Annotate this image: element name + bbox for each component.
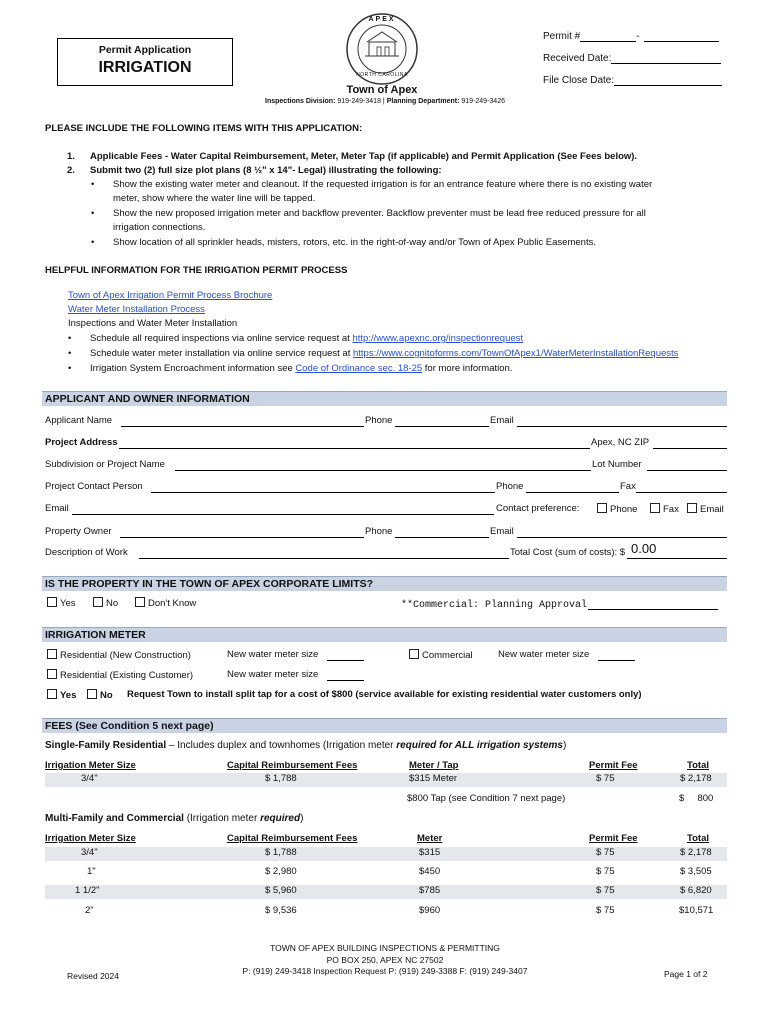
bullet-icon: •: [68, 348, 72, 359]
revised-date: Revised 2024: [67, 971, 119, 981]
contact-preference-label: Contact preference:: [496, 503, 580, 514]
helpful-bullet-2-text: Schedule water meter installation via online service request at: [90, 348, 353, 359]
file-close-date-label: File Close Date:: [543, 75, 615, 86]
ordinance-link[interactable]: Code of Ordinance sec. 18-25: [295, 363, 423, 374]
mf-desc-b: required: [260, 813, 301, 824]
meter-row-2: [45, 669, 727, 683]
mf-desc-a: (Irrigation meter: [183, 813, 261, 824]
mf-fee-row: [45, 905, 727, 919]
subdivision-input[interactable]: [175, 461, 591, 471]
apex-zip-label: Apex, NC ZIP: [591, 437, 650, 448]
mf-capital: $ 5,960: [265, 885, 297, 896]
owner-input[interactable]: [120, 528, 364, 538]
inspections-line: Inspections and Water Meter Installation: [68, 318, 238, 329]
permit-title-box: [57, 38, 233, 86]
residential-new-checkbox[interactable]: [47, 649, 191, 661]
include-bullet-2a: Show the new proposed irrigation meter and backflow preventer. Backflow preventer must be lead free reduced pressure for all: [113, 208, 646, 219]
irrigation-title: IRRIGATION: [98, 59, 192, 76]
applicant-owner-bar: APPLICANT AND OWNER INFORMATION: [42, 391, 727, 406]
mf-meter: $785: [419, 885, 441, 896]
town-name: Town of Apex: [346, 84, 418, 96]
description-label: Description of Work: [45, 547, 128, 558]
seal-bottom-text: NORTH CAROLINA: [356, 72, 408, 78]
limits-row: [45, 597, 727, 611]
pref-email-label: Email: [700, 504, 724, 515]
total-cost-value: 0.00: [631, 541, 657, 556]
new-meter-size-input-3[interactable]: [327, 671, 364, 681]
helpful-heading: HELPFUL INFORMATION FOR THE IRRIGATION PERMIT PROCESS: [45, 265, 348, 276]
mf-desc-c: ): [300, 813, 304, 824]
mf-col-permit: Permit Fee: [589, 833, 638, 844]
project-address-row: [45, 437, 727, 451]
mf-meter: $960: [419, 905, 441, 916]
pref-phone-checkbox[interactable]: [597, 503, 637, 515]
division-phone: 919-249-3418: [337, 98, 381, 105]
mf-size: 1": [87, 866, 96, 877]
mf-capital: $ 2,980: [265, 866, 297, 877]
commercial-checkbox[interactable]: [409, 649, 473, 661]
corporate-limits-bar: IS THE PROPERTY IN THE TOWN OF APEX CORPORATE LIMITS?: [42, 576, 727, 591]
split-tap-row: [45, 689, 727, 703]
seal-top-text: APEX: [368, 16, 396, 23]
permit-application-label: Permit Application: [98, 44, 192, 56]
fees-bar: FEES (See Condition 5 next page): [42, 718, 727, 733]
mf-fee-row: [45, 885, 727, 899]
item-1-number: 1.: [67, 151, 75, 162]
bullet-icon: •: [91, 237, 95, 248]
contact-phone-input[interactable]: [526, 483, 619, 493]
mf-total: $ 2,178: [680, 847, 712, 858]
meter-installation-link[interactable]: Water Meter Installation Process: [68, 304, 205, 315]
helpful-bullet-3: [90, 363, 512, 374]
sf-col-permit: Permit Fee: [589, 760, 638, 771]
split-tap-yes-checkbox[interactable]: [47, 689, 76, 701]
subdivision-row: [45, 459, 727, 473]
description-input[interactable]: [139, 549, 509, 559]
multi-family-title: Multi-Family and Commercial: [45, 813, 184, 824]
planning-phone: 919-249-3426: [461, 98, 505, 105]
limits-yes-checkbox[interactable]: [47, 597, 76, 609]
permit-number-field[interactable]: [543, 31, 719, 42]
inspection-request-link[interactable]: http://www.apexnc.org/inspectionrequest: [352, 333, 524, 344]
contact-fax-input[interactable]: [636, 483, 727, 493]
item-2-number: 2.: [67, 165, 75, 176]
subdivision-label: Subdivision or Project Name: [45, 459, 165, 470]
mf-fee-row: [45, 866, 727, 880]
mf-total: $10,571: [679, 905, 714, 916]
sf-col-capital: Capital Reimbursement Fees: [227, 760, 358, 771]
planning-approval-input[interactable]: [588, 600, 718, 610]
lot-number-label: Lot Number: [592, 459, 642, 470]
limits-no-label: No: [106, 598, 119, 609]
item-2-text: Submit two (2) full size plot plans (8 ½" x 14"- Legal) illustrating the following:: [90, 165, 442, 176]
contact-person-input[interactable]: [151, 483, 495, 493]
applicant-phone-input[interactable]: [395, 417, 489, 427]
single-family-heading: [45, 740, 566, 751]
contact-fax-label: Fax: [620, 481, 636, 492]
sf-tap-text: $800 Tap (see Condition 7 next page): [407, 793, 566, 804]
helpful-bullet-1-text: Schedule all required inspections via online service request at: [90, 333, 353, 344]
division-label: Inspections Division:: [265, 98, 336, 105]
sf-tap-total: $ 800: [679, 793, 714, 804]
pref-email-checkbox[interactable]: [687, 503, 724, 515]
contact-phone-label: Phone: [496, 481, 524, 492]
owner-label: Property Owner: [45, 526, 112, 537]
split-tap-yes-label: Yes: [60, 690, 77, 701]
mf-fee-row: [45, 847, 727, 861]
pref-fax-label: Fax: [663, 504, 679, 515]
sf-header-row: [45, 760, 727, 774]
received-date-label: Received Date:: [543, 53, 612, 64]
page-number: Page 1 of 2: [664, 969, 708, 979]
sf-col-total: Total: [687, 760, 709, 771]
sf-desc-a: – Includes duplex and townhomes (Irrigation meter: [166, 740, 397, 751]
town-seal: [345, 12, 419, 86]
sf-size: 3/4": [81, 773, 98, 784]
limits-no-checkbox[interactable]: [93, 597, 118, 609]
footer-line-3: P: (919) 249-3418 Inspection Request P: (919) 249-3388 F: (919) 249-3407: [242, 966, 528, 976]
project-address-label: Project Address: [45, 437, 118, 448]
include-bullet-2b: irrigation connections.: [113, 222, 206, 233]
bullet-icon: •: [91, 179, 95, 190]
mf-permit: $ 75: [596, 905, 615, 916]
description-row: [45, 541, 727, 561]
total-cost-label: Total Cost (sum of costs): $: [510, 547, 626, 558]
helpful-bullet-3-tail: for more information.: [422, 363, 513, 374]
mf-permit: $ 75: [596, 885, 615, 896]
owner-phone-label: Phone: [365, 526, 393, 537]
new-meter-size-label-1: New water meter size: [227, 649, 319, 660]
owner-email-input[interactable]: [517, 528, 727, 538]
applicant-email-label: Email: [490, 415, 514, 426]
mf-total: $ 3,505: [680, 866, 712, 877]
item-1-text: Applicable Fees - Water Capital Reimbursement, Meter, Meter Tap (if applicable) and Permit Application (See Fees below).: [90, 151, 638, 162]
sf-permit: $ 75: [596, 773, 615, 784]
bullet-icon: •: [91, 208, 95, 219]
mf-header-row: [45, 833, 727, 847]
helpful-bullet-2: [90, 348, 678, 359]
include-bullet-1b: meter, show where the water line will be tapped.: [113, 193, 316, 204]
limits-dont-know-label: Don't Know: [148, 598, 197, 609]
mf-col-capital: Capital Reimbursement Fees: [227, 833, 358, 844]
multi-family-heading: [45, 813, 303, 824]
mf-capital: $ 9,536: [265, 905, 297, 916]
separator: |: [382, 98, 385, 105]
sf-desc-b: required for ALL irrigation systems: [396, 740, 563, 751]
applicant-phone-label: Phone: [365, 415, 393, 426]
lot-number-input[interactable]: [647, 461, 727, 471]
sf-desc-c: ): [563, 740, 567, 751]
sf-meter: $315 Meter: [409, 773, 458, 784]
mf-col-meter: Meter: [417, 833, 443, 844]
meter-request-link[interactable]: https://www.cognitoforms.com/TownOfApex1/WaterMeterInstallationRequests: [352, 348, 679, 359]
received-date-field[interactable]: [543, 53, 721, 64]
sf-fee-row: [45, 773, 727, 787]
new-meter-size-input-1[interactable]: [327, 651, 364, 661]
owner-email-label: Email: [490, 526, 514, 537]
mf-meter: $315: [419, 847, 441, 858]
applicant-row: [45, 415, 727, 429]
contact-email-label: Email: [45, 503, 69, 514]
limits-dont-know-checkbox[interactable]: [135, 597, 196, 609]
mf-size: 1 1/2": [75, 885, 100, 896]
contact-person-row: [45, 481, 727, 495]
sf-col-meter-tap: Meter / Tap: [409, 760, 459, 771]
mf-col-size: Irrigation Meter Size: [45, 833, 136, 844]
new-meter-size-label-3: New water meter size: [227, 669, 319, 680]
owner-row: [45, 526, 727, 540]
pref-phone-label: Phone: [610, 504, 638, 515]
mf-col-total: Total: [687, 833, 709, 844]
limits-yes-label: Yes: [60, 598, 76, 609]
department-phones: [200, 98, 570, 105]
sf-col-size: Irrigation Meter Size: [45, 760, 136, 771]
footer-line-2: PO BOX 250, APEX NC 27502: [326, 954, 444, 965]
file-close-date-field[interactable]: [543, 75, 722, 86]
mf-total: $ 6,820: [680, 885, 712, 896]
residential-new-label: Residential (New Construction): [60, 650, 191, 661]
permit-dash: -: [636, 31, 640, 42]
mf-size: 2": [85, 905, 94, 916]
planning-label: Planning Department:: [386, 98, 460, 105]
contact-person-label: Project Contact Person: [45, 481, 143, 492]
meter-row-1: [45, 649, 727, 663]
mf-size: 3/4": [81, 847, 98, 858]
bullet-icon: •: [68, 363, 72, 374]
owner-phone-input[interactable]: [395, 528, 489, 538]
applicant-email-input[interactable]: [517, 417, 727, 427]
permit-number-label: Permit #: [543, 31, 581, 42]
mf-meter: $450: [419, 866, 441, 877]
contact-email-input[interactable]: [72, 505, 494, 515]
bullet-icon: •: [68, 333, 72, 344]
split-tap-no-label: No: [100, 690, 113, 701]
residential-existing-checkbox[interactable]: [47, 669, 193, 681]
new-meter-size-input-2[interactable]: [598, 651, 635, 661]
pref-fax-checkbox[interactable]: [650, 503, 679, 515]
sf-capital: $ 1,788: [265, 773, 297, 784]
split-tap-text: Request Town to install split tap for a cost of $800 (service available for existing residential water customers only): [127, 689, 642, 700]
sf-total: $ 2,178: [680, 773, 712, 784]
include-heading: PLEASE INCLUDE THE FOLLOWING ITEMS WITH THIS APPLICATION:: [45, 123, 363, 134]
mf-permit: $ 75: [596, 847, 615, 858]
sf-tap-row: [45, 793, 727, 807]
project-address-input[interactable]: [119, 439, 590, 449]
new-meter-size-label-2: New water meter size: [498, 649, 590, 660]
commercial-label: Commercial: [422, 650, 473, 661]
include-bullet-3: Show location of all sprinkler heads, misters, rotors, etc. in the right-of-way and/or Town of Apex Public Easements.: [113, 237, 596, 248]
mf-capital: $ 1,788: [265, 847, 297, 858]
mf-permit: $ 75: [596, 866, 615, 877]
brochure-link[interactable]: Town of Apex Irrigation Permit Process Brochure: [68, 290, 273, 301]
applicant-name-input[interactable]: [121, 417, 364, 427]
commercial-planning-note: **Commercial: Planning Approval: [401, 600, 588, 611]
split-tap-no-checkbox[interactable]: [87, 689, 113, 701]
zip-input[interactable]: [653, 439, 727, 449]
include-bullet-1a: Show the existing water meter and cleanout. If the requested irrigation is for an entrance feature where there is no existing water: [113, 179, 653, 190]
footer-line-1: TOWN OF APEX BUILDING INSPECTIONS & PERMITTING: [270, 943, 500, 953]
helpful-bullet-3-text: Irrigation System Encroachment information see: [90, 363, 296, 374]
single-family-title: Single-Family Residential: [45, 740, 167, 751]
contact-email-row: [45, 503, 727, 517]
helpful-bullet-1: [90, 333, 523, 344]
footer-address: [220, 943, 550, 978]
irrigation-meter-bar: IRRIGATION METER: [42, 627, 727, 642]
applicant-name-label: Applicant Name: [45, 415, 113, 426]
residential-existing-label: Residential (Existing Customer): [60, 670, 194, 681]
